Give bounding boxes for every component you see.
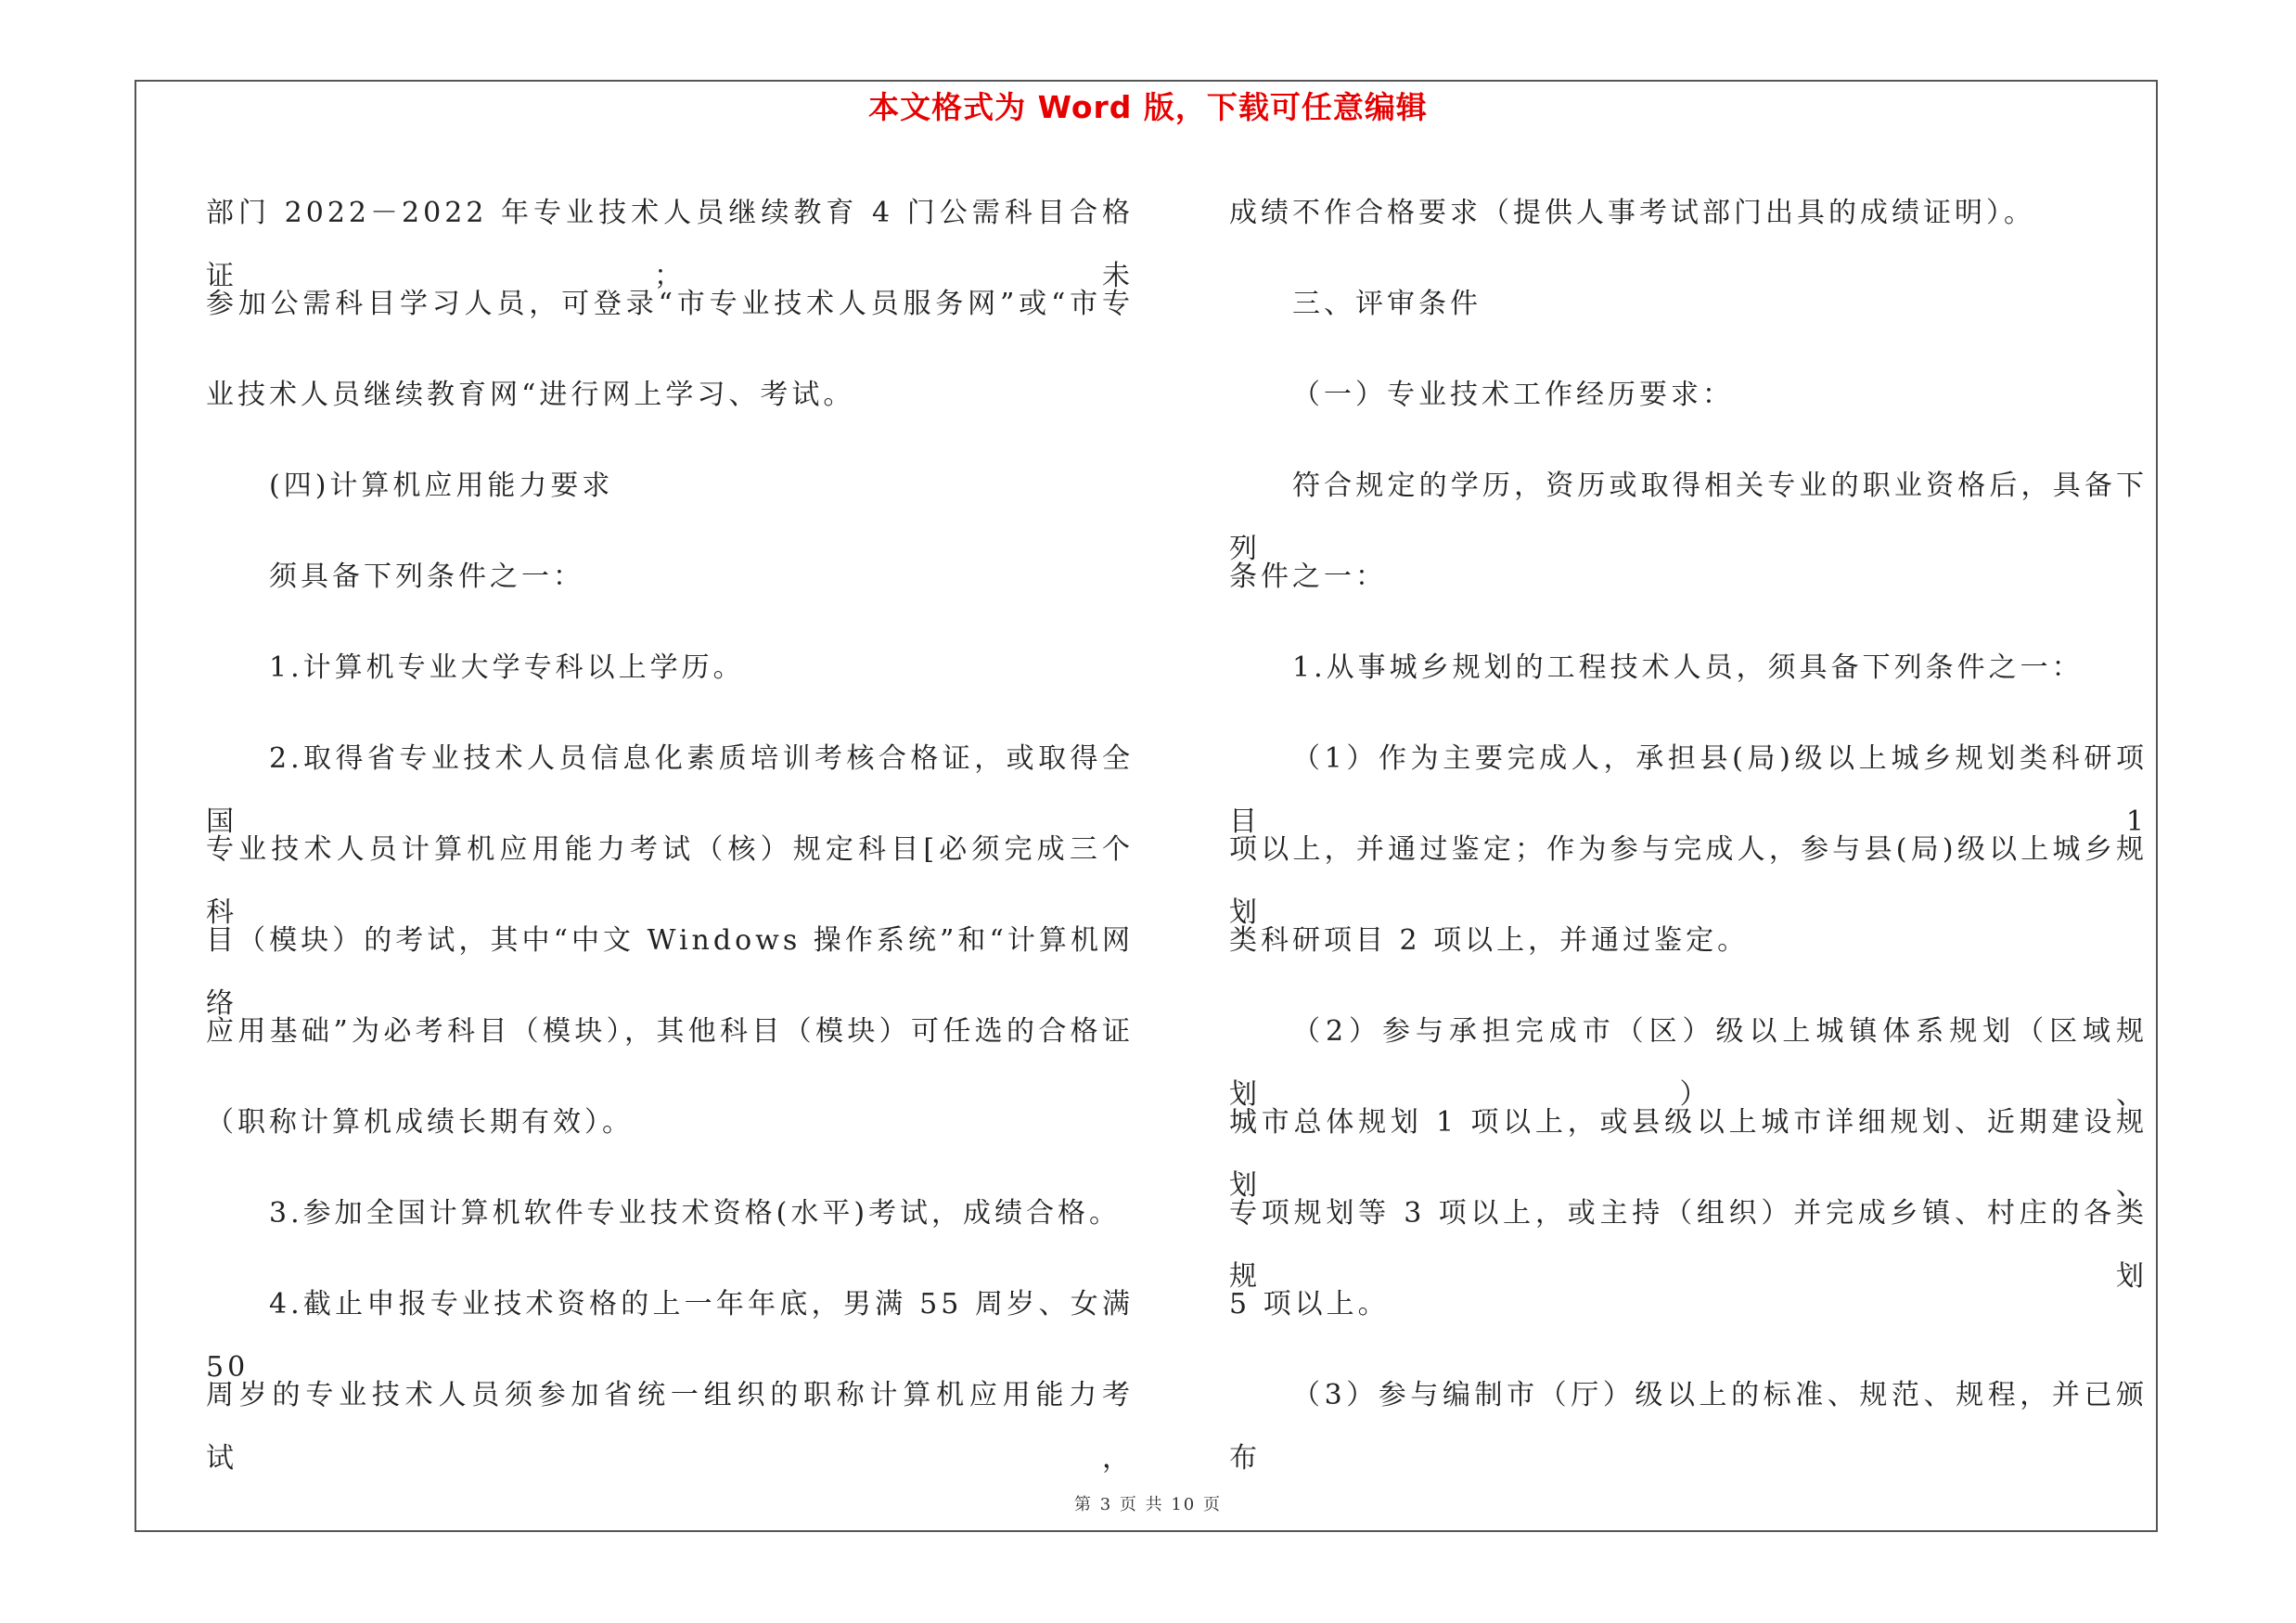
paragraph-line: 项以上，并通过鉴定；作为参与完成人，参与县(局)级以上城乡规划 bbox=[1229, 833, 2148, 929]
paragraph-line: （职称计算机成绩长期有效）。 bbox=[206, 1106, 634, 1139]
paragraph-line: 须具备下列条件之一： bbox=[269, 560, 584, 593]
paragraph-line: 目（模块）的考试，其中“中文 Windows 操作系统”和“计算机网络 bbox=[206, 924, 1134, 1020]
paragraph-line: 参加公需科目学习人员，可登录“市专业技术人员服务网”或“市专 bbox=[206, 288, 1134, 320]
section-heading: 三、评审条件 bbox=[1292, 288, 1481, 320]
paragraph-line: 成绩不作合格要求（提供人事考试部门出具的成绩证明）。 bbox=[1229, 197, 2035, 229]
section-heading: (四)计算机应用能力要求 bbox=[269, 470, 614, 502]
list-item: （2）参与承担完成市（区）级以上城镇体系规划（区域规划）、 bbox=[1229, 1015, 2148, 1111]
paragraph-line: 周岁的专业技术人员须参加省统一组织的职称计算机应用能力考试， bbox=[206, 1379, 1134, 1475]
paragraph-line: 部门 2022－2022 年专业技术人员继续教育 4 门公需科目合格证；未 bbox=[206, 197, 1134, 292]
list-item: 1.从事城乡规划的工程技术人员，须具备下列条件之一： bbox=[1292, 651, 2084, 684]
paragraph-line: 符合规定的学历，资历或取得相关专业的职业资格后，具备下列 bbox=[1229, 470, 2148, 565]
list-item: 4.截止申报专业技术资格的上一年年底，男满 55 周岁、女满 50 bbox=[206, 1288, 1134, 1384]
header-banner: 本文格式为 Word 版，下载可任意编辑 bbox=[868, 89, 1428, 125]
paragraph-line: 专项规划等 3 项以上，或主持（组织）并完成乡镇、村庄的各类规划 bbox=[1229, 1197, 2148, 1293]
left-column bbox=[206, 182, 1134, 1475]
sub-heading: （一）专业技术工作经历要求： bbox=[1292, 379, 1734, 411]
paragraph-line: 类科研项目 2 项以上，并通过鉴定。 bbox=[1229, 924, 1750, 957]
paragraph-line: 专业技术人员计算机应用能力考试（核）规定科目[必须完成三个科 bbox=[206, 833, 1134, 929]
list-item: （1）作为主要完成人，承担县(局)级以上城乡规划类科研项目 1 bbox=[1229, 742, 2148, 838]
paragraph-line: 5 项以上。 bbox=[1229, 1288, 1390, 1320]
paragraph-line: 业技术人员继续教育网“进行网上学习、考试。 bbox=[206, 379, 855, 411]
list-item: （3）参与编制市（厅）级以上的标准、规范、规程，并已颁布 bbox=[1229, 1379, 2148, 1475]
list-item: 3.参加全国计算机软件专业技术资格(水平)考试，成绩合格。 bbox=[269, 1197, 1122, 1230]
list-item: 2.取得省专业技术人员信息化素质培训考核合格证，或取得全国 bbox=[206, 742, 1134, 838]
page-number: 第 3 页 共 10 页 bbox=[1074, 1495, 1222, 1514]
paragraph-line: 城市总体规划 1 项以上，或县级以上城市详细规划、近期建设规划、 bbox=[1229, 1106, 2148, 1202]
paragraph-line: 条件之一： bbox=[1229, 560, 1387, 593]
right-column bbox=[1229, 182, 2148, 1475]
paragraph-line: 应用基础”为必考科目（模块），其他科目（模块）可任选的合格证 bbox=[206, 1015, 1134, 1048]
list-item: 1.计算机专业大学专科以上学历。 bbox=[269, 651, 745, 684]
